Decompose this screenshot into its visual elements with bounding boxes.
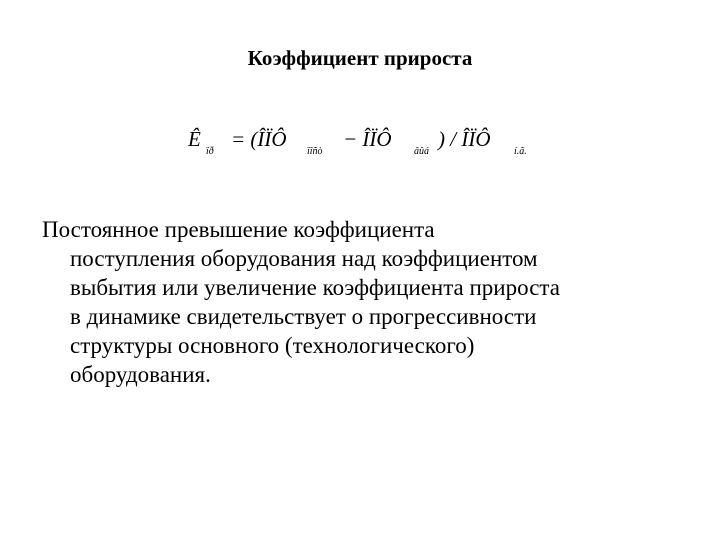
growth-coefficient-formula <box>0 119 720 159</box>
formula-minus-term: − ÎÏÔ <box>343 127 392 151</box>
formula-subscript-start: í.ã. <box>514 146 527 157</box>
formula-lhs: Ê <box>188 127 201 151</box>
body-line: оборудования. <box>70 362 211 387</box>
formula-opening-term: = (ÎÏÔ <box>231 127 287 151</box>
formula-divisor-term: ) / ÎÏÔ <box>438 127 491 151</box>
slide-title: Коэффициент прироста <box>247 46 473 70</box>
formula-subscript-inflow: ïîñò <box>307 146 323 157</box>
body-paragraph <box>42 215 702 389</box>
formula-lhs-subscript: ïð <box>206 146 214 157</box>
body-line: в динамике свидетельствует о прогрессивности <box>70 304 537 329</box>
body-line: Постоянное превышение коэффициента <box>42 217 435 242</box>
body-line: структуры основного (технологического) <box>70 333 475 358</box>
body-line: выбытия или увеличение коэффициента прироста <box>70 275 560 300</box>
body-line: поступления оборудования над коэффициентом <box>70 246 538 271</box>
formula-subscript-outflow: âûá <box>414 146 429 157</box>
